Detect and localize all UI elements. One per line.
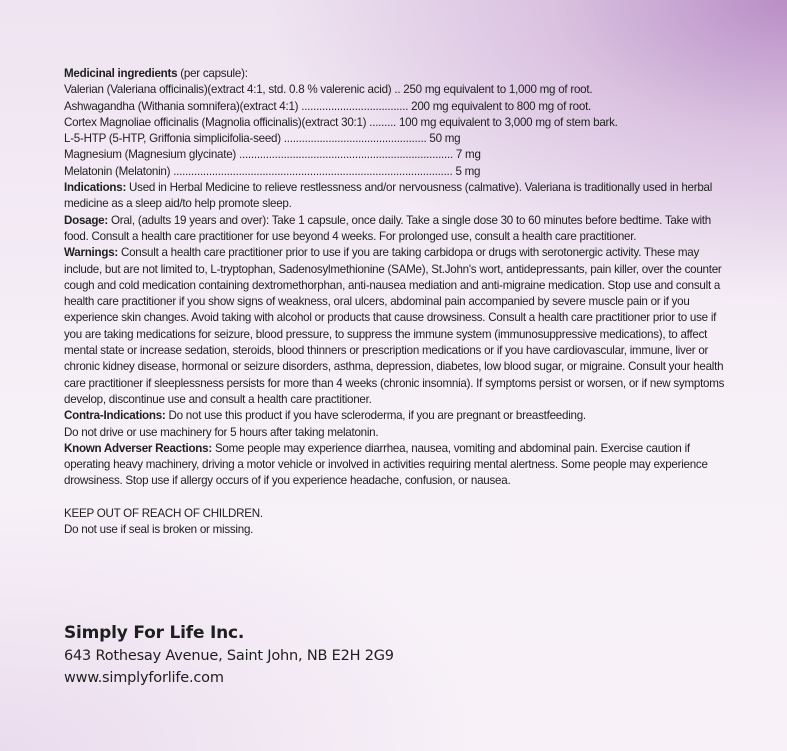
adverse-reactions-paragraph (64, 441, 734, 490)
contra-indications-text: Do not use this product if you have scleroderma, if you are pregnant or breastfeeding. (168, 409, 586, 423)
warnings-text: Consult a health care practitioner prior to use if you are taking carbidopa or drugs with serotonergic activity. These may include, but are not limited to, L-tryptophan, Sadenosylmethionine (SAMe), St.John's wort, antidepressants, pain killer, over the counter cough and cold medication containing dextromethorphan, anti-nausea mediation and anti-migraine medication. Stop use and consult a health care practitioner if you show signs of weakness, oral ulcers, abdominal pain accompanied by severe muscle pain or if you experience skin changes. Avoid taking with alcohol or products that cause drowsiness. Consult a health care practitioner prior to use if you are taking medications for seizure, blood pressure, to suppress the immune system (immunosuppressive medications), to affect mental state or increase sedation, steroids, blood thinners or prescription medications or if you have cardiovascular, immune, liver or chronic kidney disease, hormonal or seizure disorders, asthma, depression, diabetes, low blood sugar, or migraine. Consult your health care practitioner if sleeplessness persists for more than 4 weeks (chronic insomnia). If symptoms persist or worsen, or if new symptoms develop, discontinue use and consult a health care practitioner. (64, 246, 725, 406)
ingredient-line-magnolia: Cortex Magnoliae officinalis (Magnolia officinalis)(extract 30:1) ......... 100 mg equivalent to 3,000 mg of stem bark. (64, 115, 618, 129)
ingredient-line-melatonin: Melatonin (Melatonin) .............................................................................................. 5 mg (64, 164, 481, 178)
ingredient-line-ashwagandha: Ashwagandha (Withania somnifera)(extract 4:1) .................................... 200 mg equivalent to 800 mg of root. (64, 99, 592, 113)
warnings-paragraph (64, 245, 734, 408)
indications-text: Used in Herbal Medicine to relieve restlessness and/or nervousness (calmative). Valeriana is traditionally used in herbal medicine as a sleep aid/to help promote sleep. (64, 181, 713, 211)
contra-indications-label: Contra-Indications: (64, 409, 166, 423)
contra-indications-paragraph (64, 408, 734, 424)
adverse-reactions-label: Known Adverser Reactions: (64, 441, 212, 455)
company-name: Simply For Life Inc. (64, 623, 245, 643)
ingredient-line-valerian: Valerian (Valeriana officinalis)(extract 4:1, std. 0.8 % valerenic acid) .. 250 mg equivalent to 1,000 mg of root. (64, 83, 593, 97)
dosage-text: Oral, (adults 19 years and over): Take 1 capsule, once daily. Take a single dose 30 to 60 minutes before bedtime. Take with food. Consult a health care practitioner for use beyond 4 weeks. For prolonged use, consult a health care practitioner. (64, 213, 711, 243)
ingredient-line-magnesium: Magnesium (Magnesium glycinate) ........................................................................ 7 mg (64, 148, 481, 162)
warnings-label: Warnings: (64, 246, 118, 260)
dosage-label: Dosage: (64, 213, 108, 227)
company-address: 643 Rothesay Avenue, Saint John, NB E2H 2G9 (64, 648, 394, 664)
keep-out-of-reach-notice: KEEP OUT OF REACH OF CHILDREN. (64, 506, 263, 520)
ingredient-line-5htp: L-5-HTP (5-HTP, Griffonia simplicifolia-seed) ................................................ 50 mg (64, 132, 461, 146)
seal-notice: Do not use if seal is broken or missing. (64, 523, 254, 537)
adverse-reactions-text: Some people may experience diarrhea, nausea, vomiting and abdominal pain. Exercise caution if operating heavy machinery, driving a motor vehicle or involved in activities requiring mental alertness. Some people may experience drowsiness. Stop use if allergy occurs of if you experience headache, confusion, or nausea. (64, 441, 708, 488)
indications-label: Indications: (64, 181, 127, 195)
indications-paragraph (64, 180, 734, 213)
ingredients-heading-suffix: (per capsule): (180, 67, 248, 80)
spacer (64, 490, 734, 506)
melatonin-driving-warning: Do not drive or use machinery for 5 hours after taking melatonin. (64, 425, 379, 439)
company-info (64, 621, 394, 689)
dosage-paragraph (64, 213, 734, 246)
ingredients-heading-line (64, 66, 734, 82)
company-website: www.simplyforlife.com (64, 670, 224, 686)
product-label-text (64, 66, 734, 538)
ingredients-heading: Medicinal ingredients (64, 67, 178, 80)
